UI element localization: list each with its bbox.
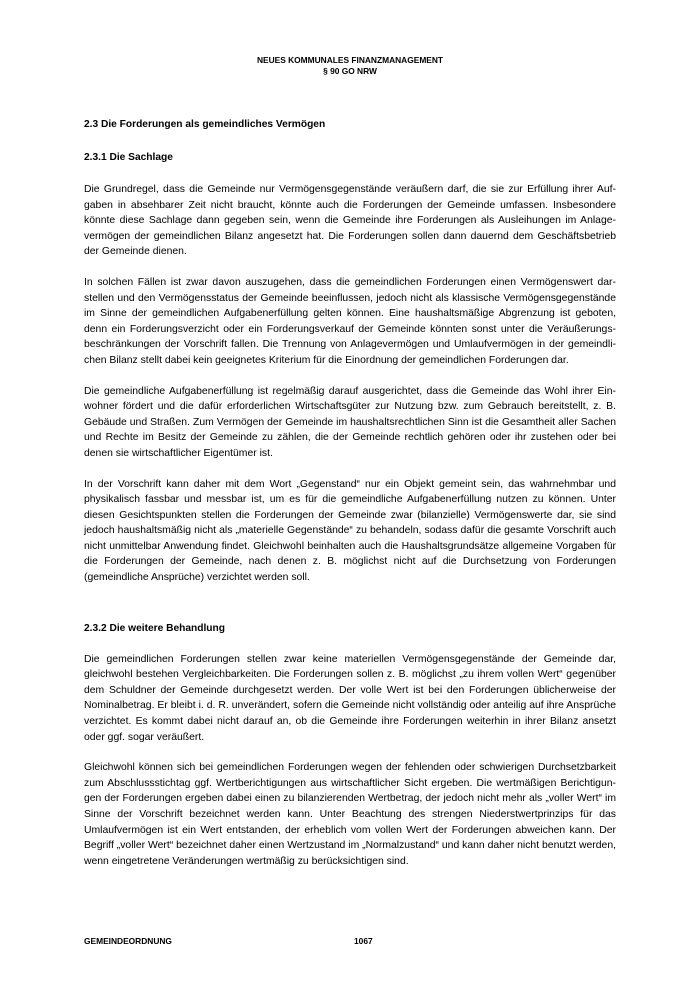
- subsection-heading-sachlage: 2.3.1 Die Sachlage: [84, 152, 173, 163]
- page-number: 1067: [354, 936, 373, 946]
- paragraph: In der Vorschrift kann daher mit dem Wort „Gegenstand“ nur ein Objekt gemeint sein, das wahrnehmbar und physikalisch fassbar und messbar ist, um es für die gemeindliche Aufgabenerfüllung nutzen zu können. Unter diesen Gesichtspunkten stellen die Forderungen der Gemeinde zwar (bilanzielle) Vermögenswerte dar, sie sind jedoch haushaltsmäßig nicht als „materielle Gegenstände“ zu behandeln, sodass dafür die gesamte Vorschrift auch nicht unmittelbar Anwendung findet. Gleichwohl beinhalten auch die Haushaltsgrundsätze allgemeine Vorgaben für die Forderungen der Gemeinde, nach denen z. B. möglichst nicht auf die Durchsetzung von Forderungen (gemeindliche Ansprüche) verzichtet werden soll.: [84, 478, 616, 584]
- footer-label: GEMEINDEORDNUNG: [84, 936, 172, 946]
- paragraph: In solchen Fällen ist zwar davon auszugehen, dass die gemeindlichen Forderungen einen Vermögenswert darstellen und den Vermögensstatus der Gemeinde beeinflussen, jedoch nicht als klassische Vermögensgegenstände im Sinne der gemeindlichen Aufgabenerfüllung gelten können. Eine haushaltsmäßige Abgrenzung ist geboten, denn ein Forderungsverzicht oder ein Forderungsverkauf der Gemeinde könnten sonst unter die Veräußerungsbeschränkungen der Vorschrift fallen. Die Trennung von Anlagevermögen und Umlaufvermögen in der gemeindlichen Bilanz stellt dabei kein geeignetes Kriterium für die Einordnung der gemeindlichen Forderungen dar.: [84, 276, 616, 366]
- section-heading: 2.3 Die Forderungen als gemeindliches Vermögen: [84, 119, 326, 130]
- paragraph: Die Grundregel, dass die Gemeinde nur Vermögensgegenstände veräußern darf, die sie zur Erfüllung ihrer Aufgaben in absehbarer Zeit nicht braucht, könnte auch die Forderungen der Gemeinde umfassen. Insbesondere könnte diese Sachlage dann gegeben sein, wenn die Gemeinde ihre Forderungen als Ausleihungen im Anlagevermögen der gemeindlichen Bilanz angesetzt hat. Die Forderungen sollen dann dauernd dem Geschäftsbetrieb der Gemeinde dienen.: [84, 184, 616, 258]
- paragraph: Die gemeindliche Aufgabenerfüllung ist regelmäßig darauf ausgerichtet, dass die Gemeinde das Wohl ihrer Einwohner fördert und die dafür erforderlichen Wirtschaftsgüter zur Nutzung bzw. zum Gebrauch bereitstellt, z. B. Gebäude und Straßen. Zum Vermögen der Gemeinde im haushaltsrechtlichen Sinn ist die Gesamtheit aller Sachen und Rechte im Besitz der Gemeinde zu zählen, die der Gemeinde rechtlich gehören oder ihr zustehen oder bei denen sie wirtschaftlicher Eigentümer ist.: [84, 385, 616, 459]
- document-body: [84, 118, 616, 869]
- header-title: NEUES KOMMUNALES FINANZMANAGEMENT: [256, 55, 444, 65]
- spacer: [84, 586, 616, 602]
- paragraph: Gleichwohl können sich bei gemeindlichen Forderungen wegen der fehlenden oder schwierigen Durchsetzbarkeit zum Abschlussstichtag ggf. Wertberichtigungen aus wirtschaftlicher Sicht ergeben. Die wertmäßigen Berichtigungen der Forderungen ergeben dabei einen zu bilanzierenden Wertbetrag, der jedoch nicht mehr als „voller Wert“ im Sinne der Vorschrift bezeichnet werden kann. Unter Beachtung des strengen Niederstwertprinzips für das Umlaufvermögen ist ein Wert entstanden, der erheblich vom vollen Wert der Forderungen abweichen kann. Der Begriff „voller Wert“ bezeichnet daher einen Wertzustand im „Normalzustand“ und kann daher nicht benutzt werden, wenn eingetretene Veränderungen wertmäßig zu berücksichtigen sind.: [84, 762, 616, 867]
- subsection-heading-behandlung: 2.3.2 Die weitere Behandlung: [84, 622, 225, 634]
- paragraph: Die gemeindlichen Forderungen stellen zwar keine materiellen Vermögensgegenstände der Gemeinde dar, gleichwohl bestehen Vergleichbarkeiten. Die Forderungen sollen z. B. möglichst „zu ihrem vollen Wert“ gegenüber dem Schuldner der Gemeinde durchgesetzt werden. Der volle Wert ist bei den Forderungen üblicherweise der Nominalbetrag. Er bleibt i. d. R. unverändert, sofern die Gemeinde nicht vollständig oder anteilig auf ihre Ansprüche verzichtet. Es kommt dabei nicht darauf an, ob die Gemeinde ihre Forderungen weiterhin in ihrer Bilanz ansetzt oder ggf. sogar veräußert.: [84, 653, 616, 743]
- header-paragraph-ref: § 90 GO NRW: [323, 66, 377, 76]
- page-header: [0, 55, 700, 77]
